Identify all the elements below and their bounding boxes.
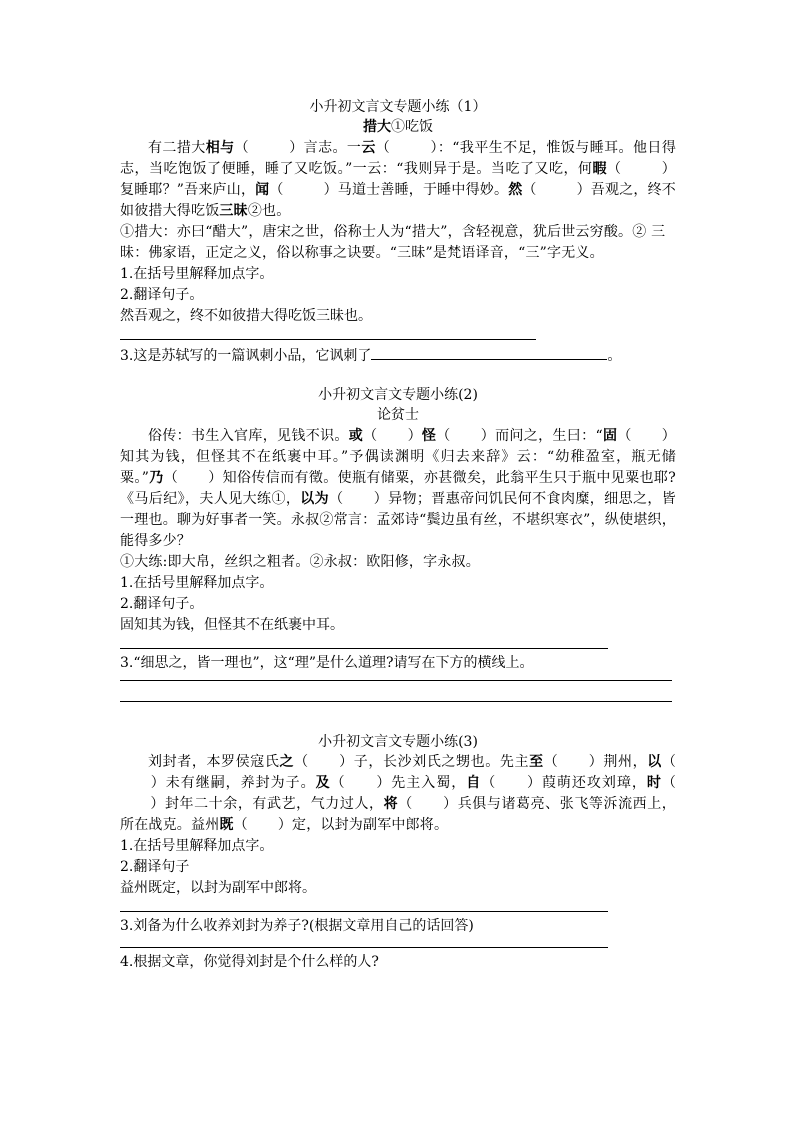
key-word: 闻 [255, 182, 270, 198]
passage-text: 有二措大 [148, 140, 206, 156]
key-word: 云 [361, 140, 376, 156]
key-word: 自 [466, 775, 482, 791]
exercise-2-passage [120, 426, 676, 552]
bracket-open: （ [329, 491, 344, 507]
passage-text: ）定，以封为副军中郎将。 [277, 817, 449, 833]
passage-text: ）马道士善睡，于睡中得妙。 [323, 182, 509, 198]
bracket-open: （ [543, 754, 559, 770]
bracket-open: （ [522, 182, 537, 198]
exercise-1-passage [120, 138, 676, 222]
key-word: 三昧 [219, 203, 248, 219]
passage-text: 俗传：书生入官库，见钱不识。 [148, 428, 349, 444]
exercise-2-title: 小升初文言文专题小练(2) [318, 387, 478, 403]
passage-text: ）荆州， [588, 754, 648, 770]
q3-text: 3.这是苏轼写的一篇讽刺小品，它讽刺了 [120, 348, 372, 364]
exercise-1-q3 [120, 346, 676, 367]
passage-text: 刘封者，本罗侯寇氏 [148, 754, 280, 770]
passage-text: ）兵俱与诸葛亮、张飞等泝流西上，所在战克。益州 [120, 796, 676, 833]
key-word: 及 [315, 775, 331, 791]
key-word: 时 [646, 775, 662, 791]
bracket-open: （ [375, 140, 391, 156]
bracket-open: （ [398, 796, 413, 812]
exercise-2-q2-sentence: 固知其为钱，但怪其不在纸裹中耳。 [120, 617, 344, 633]
exercise-3-title: 小升初文言文专题小练(3) [318, 734, 478, 750]
exercise-2 [120, 385, 676, 702]
bracket-open: （ [606, 161, 622, 177]
worksheet [120, 97, 676, 973]
bracket-open: （ [294, 754, 309, 770]
exercise-3-q1: 1.在括号里解释加点字。 [120, 838, 274, 854]
bracket-close: ） [407, 428, 422, 444]
passage-text: ）异物；晋惠帝问饥民何不食肉糜，细思之，皆一理也。聊为好事者一笑。永叔②常言：孟郊诗“鬓边虽有丝，不堪织寒衣”，纵使堪织，能得多少？ [120, 491, 676, 549]
bracket-open: （ [661, 775, 677, 791]
exercise-1-q2-sentence: 然吾观之，终不如彼措大得吃饭三昧也。 [120, 308, 372, 324]
key-word: 既 [219, 817, 234, 833]
bracket-open: （ [617, 428, 632, 444]
exercise-2-subtitle: 论贫士 [377, 407, 419, 423]
bracket-open: （ [330, 775, 346, 791]
bracket-open: （ [233, 817, 248, 833]
exercise-2-notes: ①大练:即大帛，丝织之粗者。②永叔：欧阳修，字永叔。 [120, 554, 480, 570]
exercise-3-passage [120, 752, 676, 836]
exercise-3-q4: 4.根据文章，你觉得刘封是个什么样的人? [120, 954, 379, 970]
exercise-1-q2: 2.翻译句子。 [120, 287, 204, 303]
exercise-1-subtitle [120, 117, 676, 137]
bracket-open: （ [661, 754, 677, 770]
subtitle-rest: ①吃饭 [391, 119, 433, 135]
key-word: 暇 [592, 161, 607, 177]
passage-text: ）封年二十余，有武艺，气力过人， [150, 796, 384, 812]
key-word: 以 [647, 754, 662, 770]
passage-text: ）言志。一 [289, 140, 362, 156]
bracket-open: （ [234, 140, 249, 156]
exercise-2-q3: 3.“细思之，皆一理也”，这“理”是什么道理?请写在下方的横线上。 [120, 655, 534, 671]
key-word: 将 [383, 796, 399, 812]
passage-text: ）知俗传信而有徵。使瓶有储粟，亦甚微矣，此翁平生只于瓶中见粟也耶?《马后纪》，夫人见大练①， [120, 470, 677, 507]
bracket-open: （ [481, 775, 497, 791]
bracket-open: （ [436, 428, 451, 444]
exercise-3-q2: 2.翻译句子 [120, 859, 190, 875]
exercise-1-q1: 1.在括号里解释加点字。 [120, 266, 274, 282]
passage-text: ）而问之，生曰：“ [480, 428, 603, 444]
key-word: 怪 [421, 428, 437, 444]
key-word: 相与 [205, 140, 235, 156]
passage-text: ②也。 [247, 203, 291, 219]
exercise-3 [120, 732, 676, 973]
exercise-1-notes: ①措大：亦曰“醋大”，唐宋之世，俗称士人为“措大”，含轻视意，犹后世云穷酸。② 三昧：佛家语，正定之义，俗以称事之诀要。“三昧”是梵语译音，“三”字无义。 [120, 224, 666, 261]
bracket-open: （ [363, 428, 378, 444]
q3-end: 。 [607, 348, 622, 364]
passage-text: ）葭萌还攻刘璋， [526, 775, 647, 791]
passage-text: ）：“我平生不足，惟饭与睡耳。他日得志，当吃饱饭了便睡，睡了又吃饭。”一云：“我则异于是。当吃了又吃，何 [120, 140, 677, 177]
subtitle-bold-word: 措大 [363, 119, 391, 135]
exercise-3-q2-sentence: 益州既定，以封为副军中郎将。 [120, 880, 316, 896]
key-word: 固 [602, 428, 618, 444]
key-word: 以为 [300, 491, 330, 507]
key-word: 之 [279, 754, 295, 770]
exercise-3-q3: 3.刘备为什么收养刘封为养子?(根据文章用自己的话回答) [120, 918, 474, 934]
key-word: 至 [529, 754, 544, 770]
key-word: 然 [508, 182, 523, 198]
key-word: 或 [348, 428, 364, 444]
exercise-1-title: 小升初文言文专题小练（1） [309, 99, 487, 115]
exercise-1 [120, 97, 676, 367]
passage-text: ）知其为钱，但怪其不在纸裹中耳。”予偶读渊明《归去来辞》云：“幼稚盈室，瓶无储粟。” [120, 428, 676, 486]
bracket-open: （ [269, 182, 284, 198]
passage-text: ）吾观之，终不如彼措大得吃饭 [120, 182, 676, 219]
key-word: 乃 [149, 470, 164, 486]
passage-text: ）复睡耶？”吾来庐山， [120, 161, 677, 198]
passage-text: ）未有继嗣，养封为子。 [150, 775, 316, 791]
exercise-2-q1: 1.在括号里解释加点字。 [120, 575, 274, 591]
passage-text: ）子，长沙刘氏之甥也。先主 [338, 754, 530, 770]
bracket-open: （ [163, 470, 179, 486]
passage-text: ）先主入蜀， [375, 775, 467, 791]
exercise-2-q2: 2.翻译句子。 [120, 596, 204, 612]
answer-line[interactable] [371, 347, 607, 360]
